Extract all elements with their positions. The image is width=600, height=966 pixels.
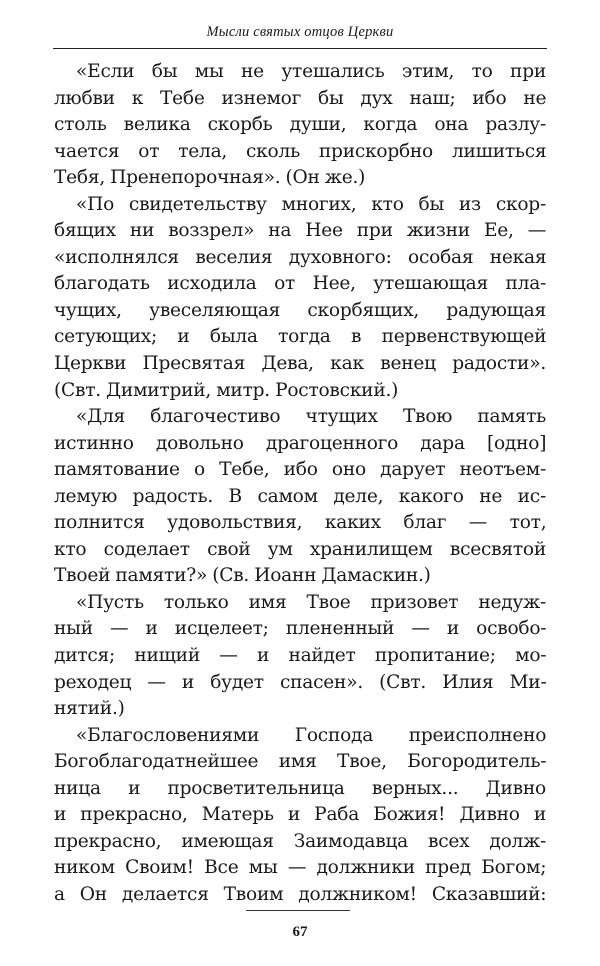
text-line: «Благословениями Господа преисполнено: [76, 724, 547, 746]
text-line: «исполнялся веселия духовного: особая некая: [54, 246, 547, 268]
paragraph: [54, 59, 546, 192]
text-line: дится; нищий — и найдет пропитание; мо-: [54, 645, 547, 667]
text-line: полнится удовольствия, каких благ — тот,: [54, 512, 547, 534]
text-line: прекрасно, имеющая Заимодавца всех долж-: [54, 830, 546, 852]
text-line: Богоблагодатнейшее имя Твое, Богородитель-: [54, 751, 547, 773]
text-line: кто соделает свой ум хранилищем всесвятой: [54, 538, 546, 560]
header-divider: [53, 48, 547, 49]
text-line: «Пусть только имя Твое призовет недуж-: [76, 591, 546, 613]
footer-divider: [246, 910, 350, 911]
text-line: чущих, увеселяющая скорбящих, радующая: [54, 299, 546, 321]
text-line: чается от тела, сколь прискорбно лишиться: [54, 140, 547, 162]
text-line: ником Своим! Все мы — должники пред Богом;: [54, 857, 547, 879]
page-number: 67: [292, 924, 308, 940]
text-line: ный — и исцелеет; плененный — и освобо-: [54, 618, 547, 640]
text-line: Твоей памяти?» (Св. Иоанн Дамаскин.): [54, 565, 431, 587]
text-line: истинно довольно драгоценного дара [одно]: [54, 432, 547, 454]
text-line: «Для благочестиво чтущих Твою память: [76, 406, 546, 428]
text-line: нятий.): [54, 698, 125, 720]
paragraph: [54, 404, 546, 590]
text-line: Тебя, Пренепорочная». (Он же.): [54, 167, 366, 189]
text-line: и прекрасно, Матерь и Раба Божия! Дивно и: [54, 804, 547, 826]
paragraph: [54, 192, 546, 404]
text-line: столь велика скорбь души, когда она разлу-: [54, 114, 546, 136]
text-line: (Свт. Димитрий, митр. Ростовский.): [54, 379, 399, 401]
text-line: лемую радость. В самом деле, какого не ис-: [54, 485, 546, 507]
text-line: ница и просветительница верных... Дивно: [54, 777, 546, 799]
text-line: Церкви Пресвятая Дева, как венец радости».: [54, 353, 546, 375]
running-head: Мысли святых отцов Церкви: [206, 24, 394, 40]
text-line: «По свидетельству многих, кто бы из скор-: [76, 193, 546, 215]
text-line: бящих ни воззрел» на Нее при жизни Ее, —: [54, 220, 547, 242]
text-line: любви к Тебе изнемог бы дух наш; ибо не: [54, 87, 547, 109]
text-line: сетующих; и была тогда в первенствующей: [54, 326, 547, 348]
text-line: благодать исходила от Нее, утешающая пла-: [54, 273, 547, 295]
text-line: реходец — и будет спасен». (Свт. Илия Ми-: [54, 671, 547, 693]
paragraph: [54, 590, 546, 723]
text-line: «Если бы мы не утешались этим, то при: [76, 61, 546, 82]
page-body: [54, 59, 546, 909]
paragraph: [54, 723, 546, 909]
text-line: памятование о Тебе, ибо оно дарует неотъем-: [54, 459, 546, 481]
text-line: а Он делается Твоим должником! Сказавший:: [54, 883, 547, 905]
